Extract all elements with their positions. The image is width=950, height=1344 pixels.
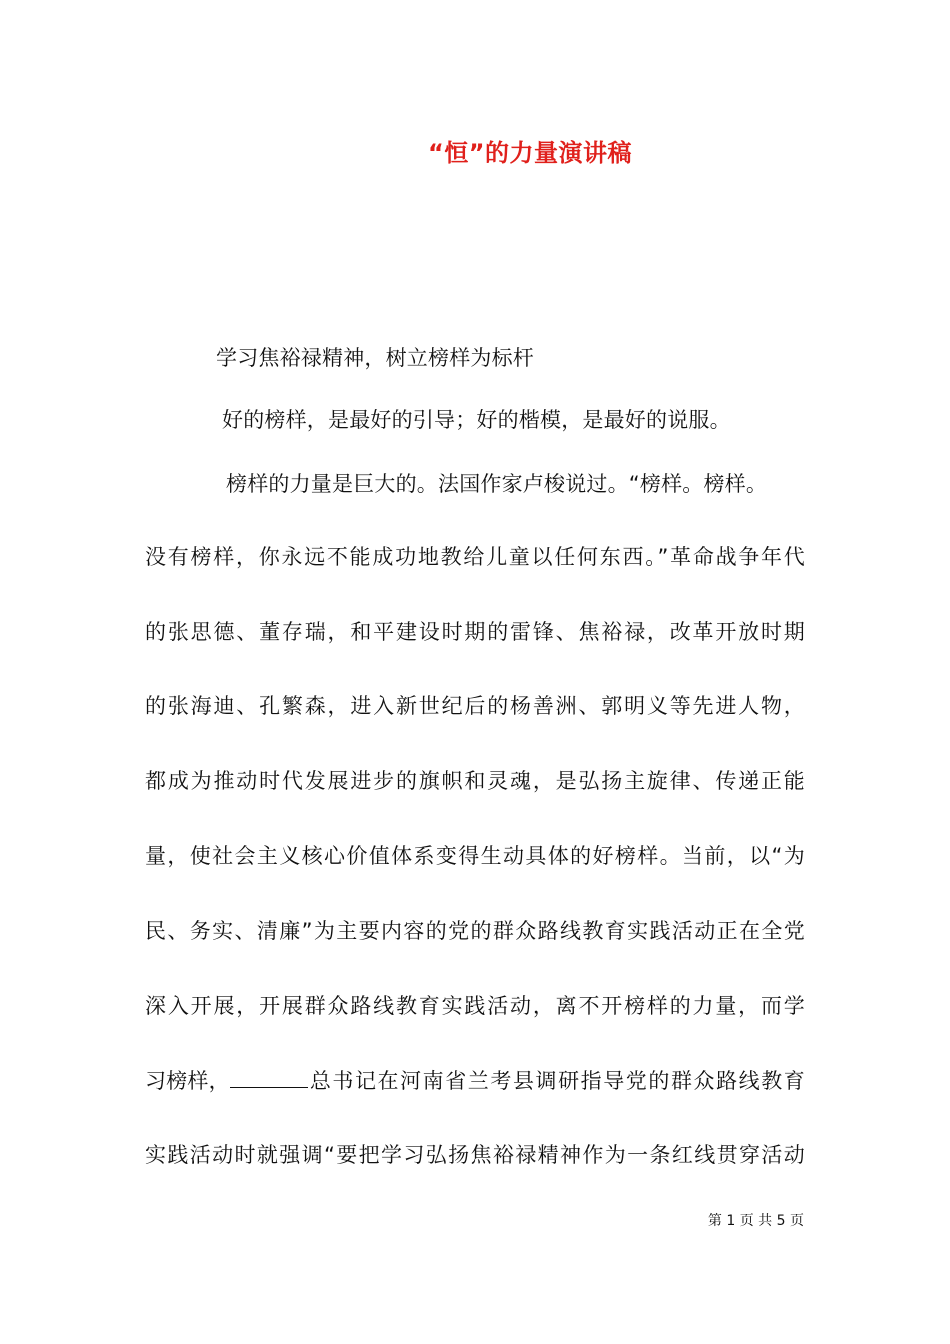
paragraph-line: 学习焦裕禄精神，树立榜样为标杆 — [216, 346, 534, 370]
line-end: 总书记在河南省兰考县调研指导党的群众路线教育 — [309, 1069, 805, 1093]
paragraph-line: 榜样的力量是巨大的。法国作家卢梭说过。“榜样。榜样。 — [226, 472, 768, 496]
paragraph-line: 实践活动时就强调“要把学习弘扬焦裕禄精神作为一条红线贯穿活动 — [145, 1143, 805, 1167]
line-start: 习榜样， — [145, 1069, 230, 1093]
paragraph-line: 好的榜样，是最好的引导；好的楷模，是最好的说服。 — [222, 408, 731, 432]
paragraph-line: 民、务实、清廉”为主要内容的党的群众路线教育实践活动正在全党 — [145, 919, 805, 943]
paragraph-line: 的张海迪、孔繁森，进入新世纪后的杨善洲、郭明义等先进人物， — [145, 694, 805, 718]
paragraph-line — [145, 1066, 805, 1096]
document-title: “恒”的力量演讲稿 — [427, 139, 633, 167]
blank-underline — [230, 1066, 308, 1088]
paragraph-line: 量，使社会主义核心价值体系变得生动具体的好榜样。当前，以“为 — [145, 844, 805, 868]
page-number: 第 1 页 共 5 页 — [707, 1213, 804, 1229]
paragraph-line: 的张思德、董存瑞，和平建设时期的雷锋、焦裕禄，改革开放时期 — [145, 620, 805, 644]
paragraph-line: 深入开展，开展群众路线教育实践活动，离不开榜样的力量，而学 — [145, 994, 805, 1018]
paragraph-line: 都成为推动时代发展进步的旗帜和灵魂，是弘扬主旋律、传递正能 — [145, 769, 805, 793]
paragraph-line: 没有榜样，你永远不能成功地教给儿童以任何东西。”革命战争年代 — [145, 545, 805, 569]
